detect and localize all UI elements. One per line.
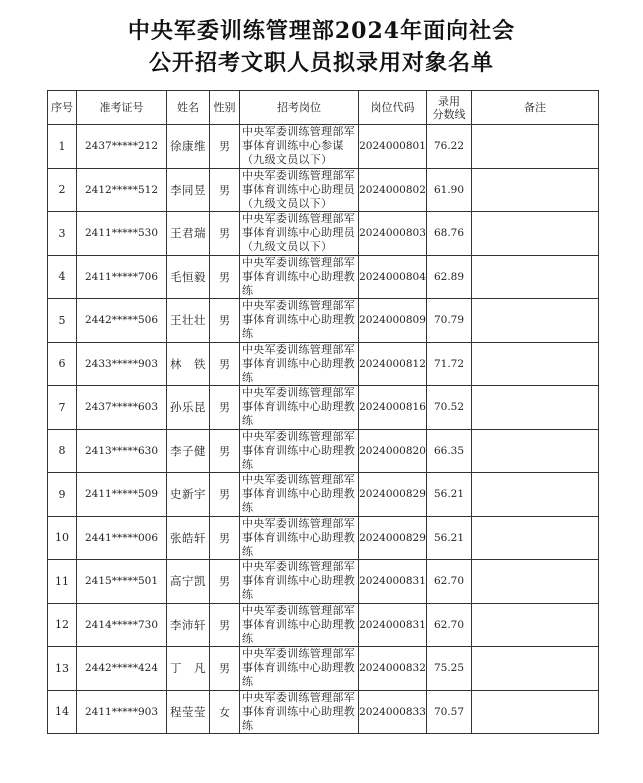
row-position: 中央军委训练管理部军事体育训练中心助理教练 [240, 647, 359, 691]
row-index: 10 [48, 516, 77, 560]
row-position-code: 2024000809 [359, 299, 427, 343]
row-exam-id: 2411*****706 [77, 255, 167, 299]
row-exam-id: 2437*****603 [77, 386, 167, 430]
table-row [48, 473, 599, 517]
row-score: 61.90 [427, 168, 472, 212]
row-gender: 男 [210, 603, 240, 647]
row-remarks [472, 560, 599, 604]
row-index: 8 [48, 429, 77, 473]
table-row [48, 386, 599, 430]
row-index: 2 [48, 168, 77, 212]
row-name: 史新宇 [167, 473, 210, 517]
row-position: 中央军委训练管理部军事体育训练中心助理教练 [240, 342, 359, 386]
row-index: 3 [48, 212, 77, 256]
row-gender: 男 [210, 212, 240, 256]
table-row [48, 690, 599, 734]
row-score: 66.35 [427, 429, 472, 473]
row-position: 中央军委训练管理部军事体育训练中心助理员（九级文员以下） [240, 212, 359, 256]
table-header-row [48, 91, 599, 125]
row-index: 11 [48, 560, 77, 604]
header-name: 姓名 [167, 91, 210, 125]
row-exam-id: 2433*****903 [77, 342, 167, 386]
row-remarks [472, 603, 599, 647]
header-position-code: 岗位代码 [359, 91, 427, 125]
row-position-code: 2024000829 [359, 473, 427, 517]
row-index: 6 [48, 342, 77, 386]
row-name: 丁 凡 [167, 647, 210, 691]
row-exam-id: 2441*****006 [77, 516, 167, 560]
row-remarks [472, 342, 599, 386]
row-name: 林 铁 [167, 342, 210, 386]
row-position-code: 2024000804 [359, 255, 427, 299]
row-position-code: 2024000820 [359, 429, 427, 473]
row-name: 王壮壮 [167, 299, 210, 343]
row-position: 中央军委训练管理部军事体育训练中心助理教练 [240, 690, 359, 734]
row-gender: 男 [210, 168, 240, 212]
row-score: 75.25 [427, 647, 472, 691]
table-row [48, 125, 599, 169]
table-row [48, 429, 599, 473]
row-name: 李同昱 [167, 168, 210, 212]
row-name: 王君瑞 [167, 212, 210, 256]
row-score: 68.76 [427, 212, 472, 256]
row-exam-id: 2411*****903 [77, 690, 167, 734]
row-position-code: 2024000816 [359, 386, 427, 430]
row-position: 中央军委训练管理部军事体育训练中心助理教练 [240, 386, 359, 430]
table-row [48, 603, 599, 647]
row-position: 中央军委训练管理部军事体育训练中心助理教练 [240, 429, 359, 473]
row-gender: 男 [210, 516, 240, 560]
row-exam-id: 2412*****512 [77, 168, 167, 212]
row-position: 中央军委训练管理部军事体育训练中心助理教练 [240, 255, 359, 299]
header-score-line-2: 分数线 [432, 107, 466, 121]
row-score: 70.52 [427, 386, 472, 430]
row-position-code: 2024000832 [359, 647, 427, 691]
header-score [427, 91, 472, 125]
row-name: 毛恒毅 [167, 255, 210, 299]
header-position: 招考岗位 [240, 91, 359, 125]
document-title-line-1: 中央军委训练管理部2024年面向社会 [127, 18, 516, 44]
row-score: 71.72 [427, 342, 472, 386]
row-position-code: 2024000831 [359, 603, 427, 647]
header-remarks: 备注 [472, 91, 599, 125]
row-gender: 女 [210, 690, 240, 734]
row-position: 中央军委训练管理部军事体育训练中心助理员（九级文员以下） [240, 168, 359, 212]
row-exam-id: 2411*****509 [77, 473, 167, 517]
table-row [48, 516, 599, 560]
row-index: 7 [48, 386, 77, 430]
row-score: 62.89 [427, 255, 472, 299]
row-score: 56.21 [427, 516, 472, 560]
row-index: 5 [48, 299, 77, 343]
table-row [48, 342, 599, 386]
row-gender: 男 [210, 342, 240, 386]
row-score: 62.70 [427, 603, 472, 647]
row-index: 9 [48, 473, 77, 517]
row-score: 62.70 [427, 560, 472, 604]
row-gender: 男 [210, 560, 240, 604]
table-row [48, 299, 599, 343]
row-name: 孙乐昆 [167, 386, 210, 430]
row-score: 76.22 [427, 125, 472, 169]
row-gender: 男 [210, 299, 240, 343]
row-gender: 男 [210, 255, 240, 299]
row-exam-id: 2415*****501 [77, 560, 167, 604]
header-exam-id: 准考证号 [77, 91, 167, 125]
row-index: 14 [48, 690, 77, 734]
header-index: 序号 [48, 91, 77, 125]
row-position-code: 2024000833 [359, 690, 427, 734]
row-position-code: 2024000831 [359, 560, 427, 604]
row-remarks [472, 429, 599, 473]
row-exam-id: 2413*****630 [77, 429, 167, 473]
row-remarks [472, 168, 599, 212]
row-score: 56.21 [427, 473, 472, 517]
row-remarks [472, 212, 599, 256]
table-row [48, 212, 599, 256]
row-exam-id: 2442*****506 [77, 299, 167, 343]
row-gender: 男 [210, 429, 240, 473]
row-position-code: 2024000802 [359, 168, 427, 212]
row-exam-id: 2411*****530 [77, 212, 167, 256]
row-score: 70.79 [427, 299, 472, 343]
row-exam-id: 2442*****424 [77, 647, 167, 691]
row-position-code: 2024000812 [359, 342, 427, 386]
row-position: 中央军委训练管理部军事体育训练中心助理教练 [240, 560, 359, 604]
row-index: 1 [48, 125, 77, 169]
row-name: 李沛轩 [167, 603, 210, 647]
header-score-line-1: 录用 [438, 94, 460, 108]
row-remarks [472, 255, 599, 299]
row-position: 中央军委训练管理部军事体育训练中心参谋（九级文员以下） [240, 125, 359, 169]
row-name: 张皓轩 [167, 516, 210, 560]
row-score: 70.57 [427, 690, 472, 734]
row-exam-id: 2414*****730 [77, 603, 167, 647]
row-index: 12 [48, 603, 77, 647]
row-index: 13 [48, 647, 77, 691]
row-position: 中央军委训练管理部军事体育训练中心助理教练 [240, 299, 359, 343]
row-exam-id: 2437*****212 [77, 125, 167, 169]
row-remarks [472, 690, 599, 734]
row-name: 李子健 [167, 429, 210, 473]
row-index: 4 [48, 255, 77, 299]
header-gender: 性别 [210, 91, 240, 125]
row-position: 中央军委训练管理部军事体育训练中心助理教练 [240, 603, 359, 647]
row-gender: 男 [210, 473, 240, 517]
table-row [48, 168, 599, 212]
candidate-table [47, 90, 599, 734]
row-position: 中央军委训练管理部军事体育训练中心助理教练 [240, 516, 359, 560]
row-gender: 男 [210, 386, 240, 430]
row-position: 中央军委训练管理部军事体育训练中心助理教练 [240, 473, 359, 517]
row-name: 程莹莹 [167, 690, 210, 734]
table-row [48, 255, 599, 299]
table-row [48, 647, 599, 691]
row-remarks [472, 386, 599, 430]
row-name: 高宁凯 [167, 560, 210, 604]
row-position-code: 2024000803 [359, 212, 427, 256]
row-gender: 男 [210, 125, 240, 169]
row-remarks [472, 647, 599, 691]
row-remarks [472, 125, 599, 169]
row-remarks [472, 473, 599, 517]
row-position-code: 2024000801 [359, 125, 427, 169]
row-remarks [472, 516, 599, 560]
row-remarks [472, 299, 599, 343]
table-row [48, 560, 599, 604]
row-gender: 男 [210, 647, 240, 691]
document-title-line-2: 公开招考文职人员拟录用对象名单 [148, 50, 494, 76]
row-name: 徐康维 [167, 125, 210, 169]
row-position-code: 2024000829 [359, 516, 427, 560]
